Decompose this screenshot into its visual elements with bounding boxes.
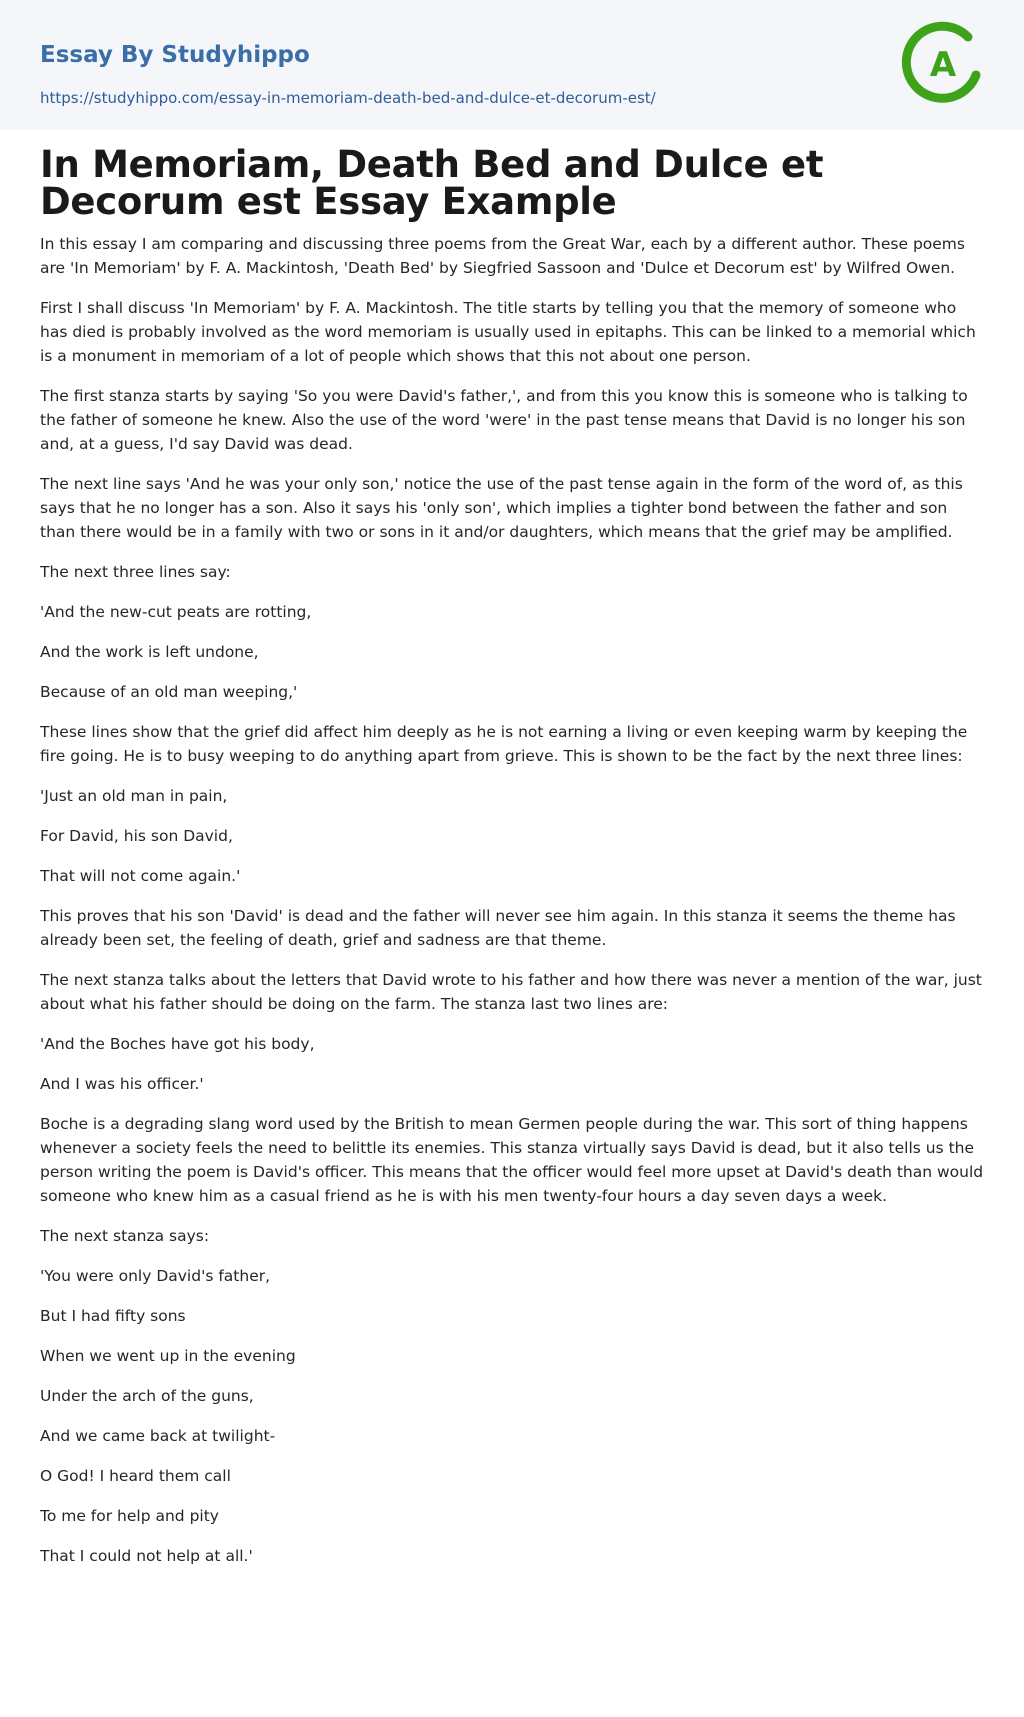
poem-line: That will not come again.' bbox=[40, 867, 241, 885]
poem-line: That I could not help at all.' bbox=[40, 1547, 253, 1565]
paragraph: These lines show that the grief did affect him deeply as he is not earning a living or even keeping warm by keeping the fire going. He is to busy weeping to do anything apart from grieve. This is shown to be the fact by the next three lines: bbox=[40, 723, 968, 765]
paragraph: First I shall discuss 'In Memoriam' by F. A. Mackintosh. The title starts by telling you that the memory of someone who has died is probably involved as the word memoriam is usually used in epitaphs. This can be linked to a memorial which is a monument in memoriam of a lot of people which shows that this not about one person. bbox=[40, 299, 976, 365]
page-title: In Memoriam, Death Bed and Dulce et Decorum est Essay Example bbox=[40, 143, 824, 223]
poem-line: When we went up in the evening bbox=[40, 1347, 296, 1365]
poem-line: 'You were only David's father, bbox=[40, 1267, 271, 1285]
poem-line: 'And the Boches have got his body, bbox=[40, 1035, 315, 1053]
poem-line: 'And the new-cut peats are rotting, bbox=[40, 603, 312, 621]
poem-line: Because of an old man weeping,' bbox=[40, 683, 298, 701]
paragraph: The first stanza starts by saying 'So you were David's father,', and from this you know this is someone who is talking to the father of someone he knew. Also the use of the word 'were' in the past tense means that David is no longer his son and, at a guess, I'd say David was dead. bbox=[40, 387, 968, 453]
poem-line: For David, his son David, bbox=[40, 827, 233, 845]
site-header bbox=[0, 0, 1024, 130]
poem-line: Under the arch of the guns, bbox=[40, 1387, 254, 1405]
article-body bbox=[0, 130, 1024, 1568]
poem-line: O God! I heard them call bbox=[40, 1467, 231, 1485]
poem-line: 'Just an old man in pain, bbox=[40, 787, 228, 805]
paragraph: The next stanza says: bbox=[40, 1227, 210, 1245]
studyhippo-logo-icon[interactable] bbox=[900, 20, 986, 106]
paragraph: The next line says 'And he was your only son,' notice the use of the past tense again in the form of the word of, as this says that he no longer has a son. Also it says his 'only son', which implies a tighter bond between the father and son than there would be in a family with two or sons in it and/or daughters, which means that the grief may be amplified. bbox=[40, 475, 963, 541]
paragraph: This proves that his son 'David' is dead and the father will never see him again. In this stanza it seems the theme has already been set, the feeling of death, grief and sadness are that theme. bbox=[40, 907, 956, 949]
poem-line: And we came back at twilight- bbox=[40, 1427, 276, 1445]
poem-line: And I was his officer.' bbox=[40, 1075, 204, 1093]
paragraph: In this essay I am comparing and discussing three poems from the Great War, each by a different author. These poems are 'In Memoriam' by F. A. Mackintosh, 'Death Bed' by Siegfried Sassoon and 'Dulce et Decorum est' by Wilfred Owen. bbox=[40, 235, 965, 277]
paragraph: Boche is a degrading slang word used by the British to mean Germen people during the war. This sort of thing happens whenever a society feels the need to belittle its enemies. This stanza virtually says David is dead, but it also tells us the person writing the poem is David's officer. This means that the officer would feel more upset at David's death than would someone who knew him as a casual friend as he is with his men twenty-four hours a day seven days a week. bbox=[40, 1115, 984, 1205]
source-url-link[interactable]: https://studyhippo.com/essay-in-memoriam-death-bed-and-dulce-et-decorum-est/ bbox=[40, 89, 656, 107]
poem-line: To me for help and pity bbox=[40, 1507, 219, 1525]
paragraph: The next stanza talks about the letters that David wrote to his father and how there was never a mention of the war, just about what his father should be doing on the farm. The stanza last two lines are: bbox=[40, 971, 982, 1013]
poem-line: But I had fifty sons bbox=[40, 1307, 186, 1325]
site-brand[interactable]: Essay By Studyhippo bbox=[40, 42, 310, 68]
paragraph: The next three lines say: bbox=[40, 563, 231, 581]
poem-line: And the work is left undone, bbox=[40, 643, 259, 661]
logo-letter: A bbox=[929, 45, 957, 85]
